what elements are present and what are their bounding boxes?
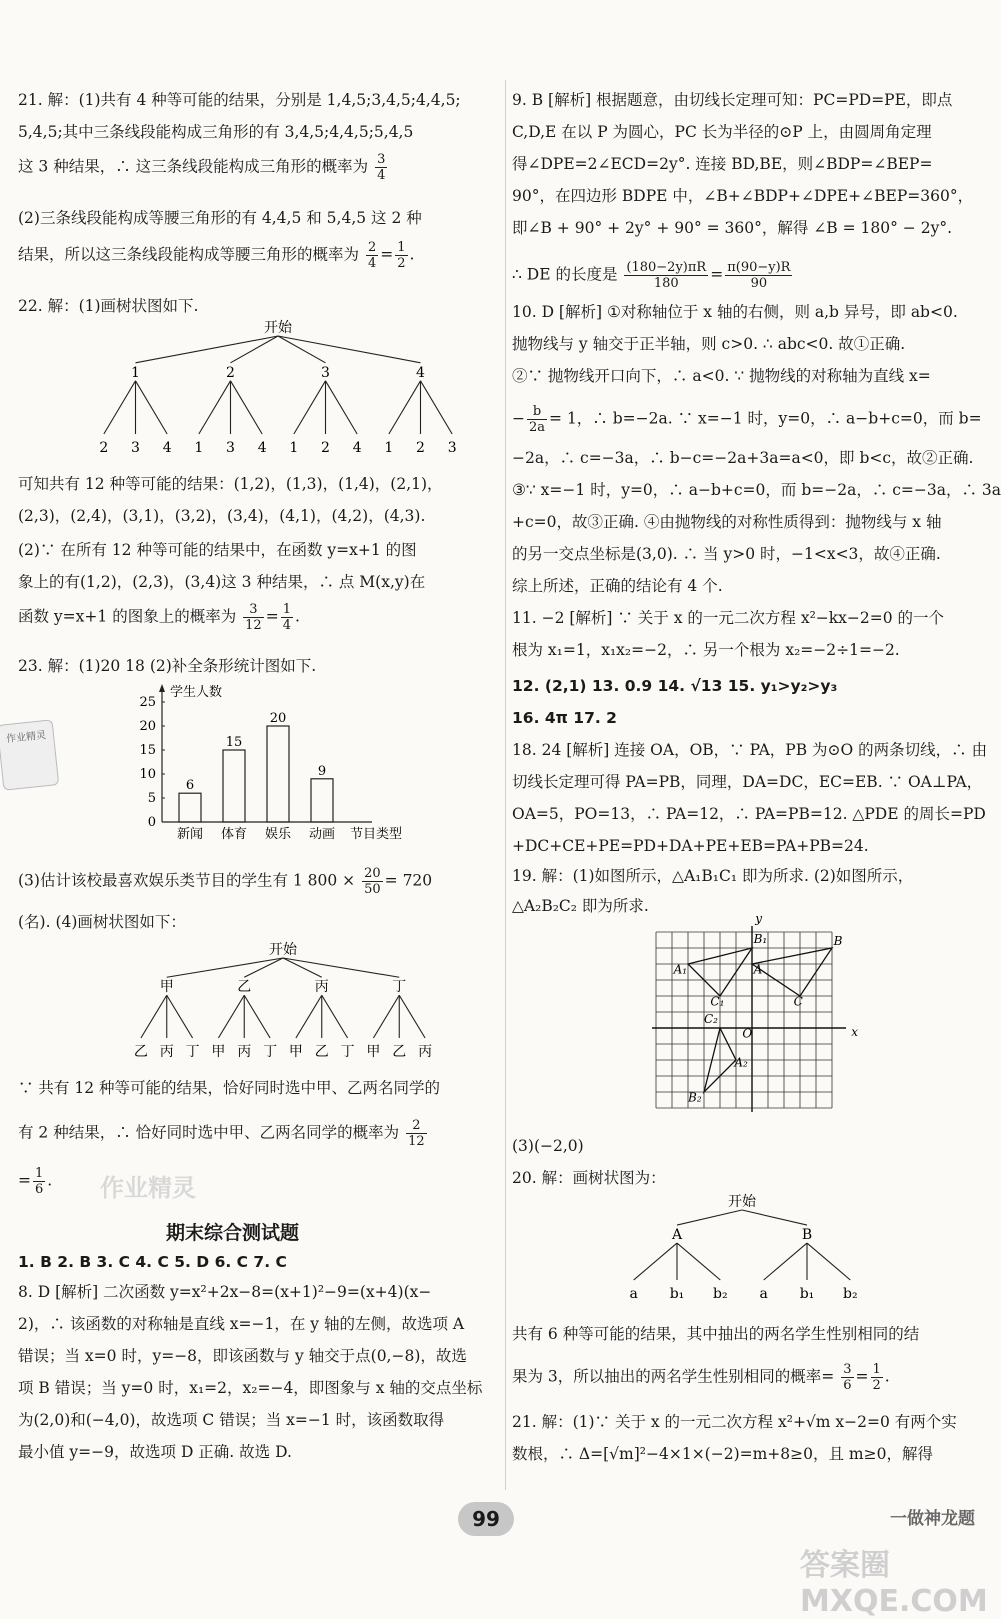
tree-leaf-label: 丁 (263, 1044, 278, 1060)
q21-line5: 结果，所以这三条线段能构成等腰三角形的概率为 $\frac{2}{4}$ = $\frac{1}{2}$ . (18, 240, 415, 271)
grid-point-label: A (753, 962, 763, 977)
grid-point-label: C₂ (704, 1012, 718, 1027)
q23-text: (3)估计该校最喜欢娱乐类节目的学生有 1 800 × (18, 871, 356, 890)
tree-leaf-label: 乙 (314, 1044, 329, 1060)
tree-branch (296, 995, 322, 1038)
q10-line1: 10. D [解析] ①对称轴位于 x 轴的右侧，则 a,b 异号，即 ab<0. (512, 303, 958, 321)
y-tick-label: 5 (147, 791, 156, 806)
page-number: 99 (458, 1502, 514, 1536)
tree-leaf-label: 甲 (288, 1044, 303, 1060)
tree-branch (283, 958, 399, 977)
q20-line1: 20. 解：画树状图为： (512, 1169, 666, 1187)
tree-leaf-label: a (629, 1286, 638, 1302)
tree-leaf-label: 4 (257, 440, 267, 456)
bar (311, 779, 333, 822)
q8-line2: 2)，∴ 该函数的对称轴是直线 x=−1，在 y 轴的左侧，故选项 A (18, 1315, 465, 1333)
q22-line5: 象上的有(1,2)，(2,3)，(3,4)这 3 种结果，∴ 点 M(x,y)在 (18, 573, 426, 591)
x-tick-label: 体育 (220, 827, 248, 842)
tree-branch (244, 995, 270, 1038)
fraction: $\frac{2}{12}$ (408, 1118, 425, 1149)
tree-branch (199, 381, 231, 434)
column-divider (505, 80, 506, 1490)
tree-branch (141, 995, 167, 1038)
bar (179, 793, 201, 822)
q10-line3: ②∵ 抛物线开口向下，∴ a<0. ∵ 抛物线的对称轴为直线 x= (512, 367, 931, 385)
grid-point-label: x (851, 1025, 858, 1039)
q21-text: 结果，所以这三条线段能构成等腰三角形的概率为 (18, 245, 360, 264)
tree-node-label: 4 (416, 364, 425, 381)
q20-line2: 共有 6 种等可能的结果，其中抽出的两名学生性别相同的结 (512, 1325, 920, 1343)
q19-line3: (3)(−2,0) (512, 1137, 584, 1155)
q9-line1: 9. B [解析] 根据题意，由切线长定理可知：PC=PD=PE，即点 (512, 91, 953, 109)
x-axis-label: 节目类型 (349, 827, 403, 842)
q10-line7: +c=0，故③正确. ④由抛物线的对称性质得到：抛物线与 x 轴 (512, 513, 942, 531)
tree-leaf-label: 2 (416, 440, 425, 456)
fraction: $\frac{1}{4}$ (282, 602, 291, 633)
y-tick-label: 25 (139, 695, 156, 710)
coordinate-grid (646, 911, 858, 1118)
tree-branch (167, 958, 283, 977)
y-axis-label: 学生人数 (170, 685, 223, 700)
tree-root-label: 开始 (264, 320, 292, 336)
q22-line6: 函数 y=x+1 的图象上的概率为 $\frac{3}{12}$ = $\frac{1}{4}$ . (18, 602, 300, 633)
tree-branch (373, 995, 399, 1038)
q23-line1: 23. 解：(1)20 18 (2)补全条形统计图如下. (18, 657, 317, 675)
q22-line4: (2)∵ 在所有 12 种等可能的结果中，在函数 y=x+1 的图 (18, 541, 417, 559)
tree-node-label: 乙 (237, 979, 252, 996)
q11-line1: 11. −2 [解析] ∵ 关于 x 的一元二次方程 x²−kx−2=0 的一个 (512, 609, 945, 627)
tree-leaf-label: b₁ (669, 1286, 685, 1302)
q20-tree-diagram (612, 1192, 872, 1307)
tree-branch (389, 381, 421, 434)
tree-node-label: 丙 (314, 979, 329, 996)
fraction: $\frac{\pi(90-y)R}{90}$ (727, 260, 791, 291)
tree-leaf-label: 甲 (366, 1044, 381, 1060)
tree-branch (807, 1243, 850, 1280)
tree-leaf-label: 3 (447, 440, 457, 456)
q22-text: 函数 y=x+1 的图象上的概率为 (18, 607, 237, 626)
q21r-line2: 数根，∴ Δ=[√m]²−4×1×(−2)=m+8≥0，且 m≥0，解得 (512, 1445, 933, 1463)
q22-line3: (2,3)，(2,4)，(3,1)，(3,2)，(3,4)，(4,1)，(4,2)，(4,3). (18, 507, 426, 525)
tree-branch (742, 1210, 807, 1225)
bar-value-label: 15 (225, 735, 243, 750)
grid-point-label: B₁ (753, 932, 768, 947)
q23-text-tail: = 720 (384, 871, 433, 890)
grid-point-label: A₁ (673, 962, 688, 977)
grid-point-label: B₂ (688, 1090, 702, 1105)
q19-line2: △A₂B₂C₂ 即为所求. (512, 897, 649, 915)
tree-node-label: B (801, 1227, 813, 1244)
fraction: $\frac{1}{2}$ (872, 1362, 881, 1393)
x-tick-label: 新闻 (176, 827, 204, 842)
q18-line4: +DC+CE+PE=PD+DA+PE+EB=PA+PB=24. (512, 837, 869, 855)
answers-12-15: 12. (2,1) 13. 0.9 14. √13 15. y₁>y₂>y₃ (512, 677, 838, 695)
q10-line6: ③∵ x=−1 时，y=0，∴ a−b+c=0，而 b=−2a，∴ c=−3a，∴ 3a (512, 481, 1001, 499)
q20-text: 果为 3，所以抽出的两名学生性别相同的概率= (512, 1367, 835, 1386)
q8-line3: 错误；当 x=0 时，y=−8，即该函数与 y 轴交于点(0,−8)，故选 (18, 1347, 467, 1365)
tree-branch (231, 381, 263, 434)
q22-line2: 可知共有 12 种等可能的结果：(1,2)，(1,3)，(1,4)，(2,1)， (18, 475, 443, 493)
bar-value-label: 20 (269, 711, 287, 726)
bar-value-label: 9 (317, 763, 327, 779)
bar-value-label: 6 (185, 778, 195, 794)
q10-line4: − $\frac{b}{2a}$ = 1，∴ b=−2a. ∵ x=−1 时，y=0，∴ a−b+c=0，而 b= (512, 404, 982, 435)
tree-branch (421, 381, 453, 434)
tree-branch (399, 995, 425, 1038)
y-axis-arrow (159, 684, 165, 692)
tree-leaf-label: 2 (99, 440, 109, 456)
tree-leaf-label: b₂ (713, 1286, 728, 1302)
q21-line1: 21. 解：(1)共有 4 种等可能的结果，分别是 1,4,5;3,4,5;4,4,5; (18, 91, 461, 109)
q18-line1: 18. 24 [解析] 连接 OA，OB，∵ PA，PB 为⊙O 的两条切线，∴ 由 (512, 741, 988, 759)
tree-node-label: 1 (131, 364, 140, 381)
y-tick-label: 0 (147, 815, 156, 830)
tree-leaf-label: 甲 (211, 1044, 226, 1060)
q8-line4: 项 B 错误；当 y=0 时，x₁=2，x₂=−4，即图象与 x 轴的交点坐标 (18, 1379, 483, 1397)
tree-leaf-label: 1 (194, 440, 204, 456)
tree-node-label: 3 (321, 364, 330, 381)
grid-point-label: C₁ (710, 994, 725, 1009)
q10-text: = 1，∴ b=−2a. ∵ x=−1 时，y=0，∴ a−b+c=0，而 b= (549, 409, 982, 428)
q18-line3: OA=5，PO=13，∴ PA=12，∴ PA=PB=12. △PDE 的周长=PD (512, 805, 986, 823)
fraction: $\frac{20}{50}$ (364, 866, 381, 897)
tree-leaf-label: a (759, 1286, 768, 1302)
q21r-line1: 21. 解：(1)∵ 关于 x 的一元二次方程 x²+√m x−2=0 有两个实 (512, 1413, 957, 1431)
faded-watermark: 作业精灵 (100, 1174, 196, 1202)
q9-line3: 得∠DPE=2∠ECD=2y°. 连接 BD,BE，则∠BDP=∠BEP= (512, 155, 933, 173)
fraction: $\frac{3}{6}$ (843, 1362, 852, 1393)
tree-branch (104, 381, 136, 434)
tree-branch (677, 1210, 742, 1225)
q8-line6: 最小值 y=−9，故选项 D 正确. 故选 D. (18, 1443, 292, 1461)
fraction: $\frac{3}{4}$ (377, 152, 386, 183)
tree-leaf-label: 丙 (418, 1044, 433, 1060)
q10-line2: 抛物线与 y 轴交于正半轴，则 c>0. ∴ abc<0. 故①正确. (512, 335, 906, 353)
tree-leaf-label: 1 (384, 440, 394, 456)
q9-line4: 90°，在四边形 BDPE 中，∠B+∠BDP+∠DPE+∠BEP=360°， (512, 187, 974, 205)
q9-text: ∴ DE 的长度是 (512, 265, 618, 284)
tree-leaf-label: 4 (352, 440, 362, 456)
q22-tree-diagram (88, 318, 468, 458)
q11-line2: 根为 x₁=1，x₁x₂=−2，∴ 另一个根为 x₂=−2÷1=−2. (512, 641, 900, 659)
tree-leaf-label: 丙 (237, 1044, 252, 1060)
answers-row: 1. B 2. B 3. C 4. C 5. D 6. C 7. C (18, 1253, 287, 1271)
tree-branch (634, 1243, 677, 1280)
watermark: 答案圈 MXQE.COM (800, 1548, 988, 1619)
q23-line4: (名). (4)画树状图如下： (18, 913, 186, 931)
section-title: 期末综合测试题 (166, 1222, 300, 1244)
tree-branch (136, 381, 168, 434)
tree-leaf-label: 丁 (340, 1044, 355, 1060)
tree-node-label: 甲 (159, 979, 174, 996)
tree-node-label: A (671, 1227, 683, 1244)
q9-line5: 即∠B + 90° + 2y° + 90° = 360°，解得 ∠B = 180° − 2y°. (512, 219, 953, 237)
tree-leaf-label: 3 (131, 440, 140, 456)
triangle-abc (752, 948, 832, 996)
tree-branch (764, 1243, 807, 1280)
q23-line6 (18, 1118, 429, 1149)
q23-text: 有 2 种结果，∴ 恰好同时选中甲、乙两名同学的概率为 (18, 1123, 400, 1142)
q23-line3 (18, 866, 432, 897)
q18-line2: 切线长定理可得 PA=PB，同理，DA=DC，EC=EB. ∵ OA⊥PA， (512, 773, 983, 791)
answers-16-17: 16. 4π 17. 2 (512, 709, 617, 727)
tree-leaf-label: 4 (162, 440, 172, 456)
bar (223, 750, 245, 822)
q9-line2: C,D,E 在以 P 为圆心，PC 长为半径的⊙P 上，由圆周角定理 (512, 123, 932, 141)
q21-line3 (18, 152, 389, 183)
tree-leaf-label: b₂ (843, 1286, 858, 1302)
stamp: 作业精灵 (0, 719, 59, 790)
q21-text: 这 3 种结果，∴ 这三条线段能构成三角形的概率为 (18, 157, 369, 176)
y-tick-label: 10 (139, 767, 156, 782)
tree-leaf-label: 3 (226, 440, 235, 456)
tree-branch (677, 1243, 720, 1280)
q23-line7: = $\frac{1}{6}$ . (18, 1166, 53, 1197)
tree-branch (326, 381, 358, 434)
x-tick-label: 娱乐 (264, 827, 292, 842)
fraction: $\frac{1}{6}$ (35, 1166, 44, 1197)
grid-point-label: y (755, 911, 762, 926)
tree-root-label: 开始 (269, 942, 297, 958)
grid-point-label: B (833, 933, 843, 948)
tree-leaf-label: 1 (289, 440, 299, 456)
tree-branch (218, 995, 244, 1038)
fraction: $\frac{3}{12}$ (245, 602, 262, 633)
tree-leaf-label: 乙 (392, 1044, 407, 1060)
grid-point-label: C (793, 994, 803, 1009)
bar-chart (126, 680, 426, 840)
tree-leaf-label: 丁 (185, 1044, 200, 1060)
q23-tree-diagram (128, 940, 438, 1065)
fraction: $\frac{2}{4}$ (367, 240, 377, 271)
tree-leaf-label: b₁ (799, 1286, 815, 1302)
q10-line8: 的另一交点坐标是(3,0). ∴ 当 y>0 时，−1<x<3，故④正确. (512, 545, 941, 563)
bar (267, 726, 289, 822)
fraction: $\frac{(180-2y)\pi R}{180}$ (626, 260, 707, 291)
q10-line9: 综上所述，正确的结论有 4 个. (512, 577, 723, 595)
tree-leaf-label: 2 (321, 440, 330, 456)
grid-point-label: O (742, 1026, 753, 1041)
fraction: $\frac{b}{2a}$ (529, 404, 546, 435)
tree-node-label: 2 (226, 364, 235, 381)
tree-leaf-label: 乙 (133, 1044, 148, 1060)
tree-branch (322, 995, 348, 1038)
tree-branch (167, 995, 193, 1038)
q8-line5: 为(2,0)和(−4,0)，故选项 C 错误；当 x=−1 时，该函数取得 (18, 1411, 445, 1429)
q19-line1: 19. 解：(1)如图所示，△A₁B₁C₁ 即为所求. (2)如图所示， (512, 867, 914, 885)
q21-line4: (2)三条线段能构成等腰三角形的有 4,4,5 和 5,4,5 这 2 种 (18, 209, 422, 227)
tree-node-label: 丁 (392, 979, 407, 996)
q20-line3: 果为 3，所以抽出的两名学生性别相同的概率= $\frac{3}{6}$ = $\frac{1}{2}$ . (512, 1362, 890, 1393)
tree-branch (278, 336, 421, 363)
y-tick-label: 15 (139, 743, 156, 758)
q8-line1: 8. D [解析] 二次函数 y=x²+2x−8=(x+1)²−9=(x+4)(x− (18, 1283, 432, 1301)
q23-line5: ∵ 共有 12 种等可能的结果，恰好同时选中甲、乙两名同学的 (18, 1079, 441, 1097)
q22-line1: 22. 解：(1)画树状图如下. (18, 297, 199, 315)
x-tick-label: 动画 (308, 827, 336, 842)
q9-line6: ∴ DE 的长度是 $\frac{(180-2y)\pi R}{180}$ = $\frac{\pi(90-y)R}{90}$ (512, 260, 791, 291)
grid-point-label: A₂ (734, 1055, 748, 1070)
tree-root-label: 开始 (728, 1194, 756, 1210)
footer-brand: 一做神龙题 (890, 1509, 975, 1529)
q21-line2: 5,4,5;其中三条线段能构成三角形的有 3,4,5;4,4,5;5,4,5 (18, 123, 414, 141)
tree-branch (136, 336, 279, 363)
y-tick-label: 20 (139, 719, 156, 734)
tree-branch (294, 381, 326, 434)
q10-line5: −2a，∴ c=−3a，∴ b−c=−2a+3a=a<0，即 b<c，故②正确. (512, 449, 974, 467)
fraction: $\frac{1}{2}$ (397, 240, 406, 271)
tree-leaf-label: 丙 (159, 1044, 174, 1060)
